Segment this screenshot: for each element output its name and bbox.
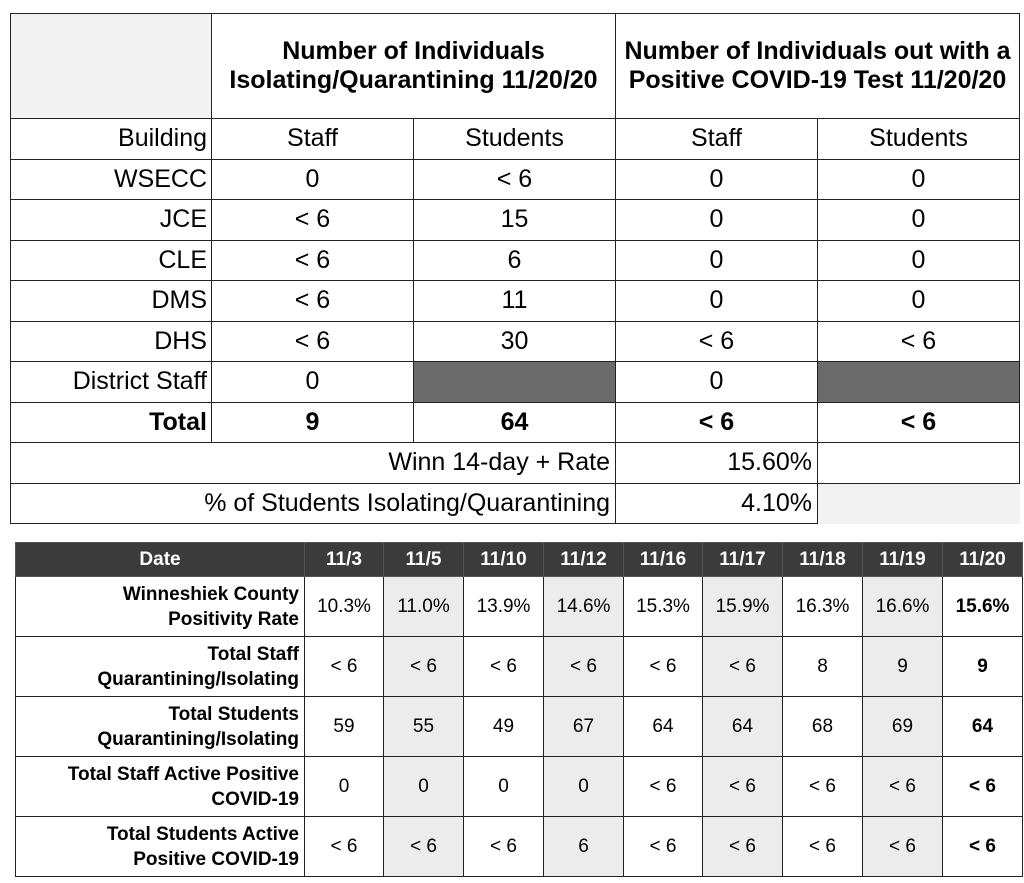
iso-staff-cell: 0 (212, 362, 414, 403)
rate-label: Winn 14-day + Rate (11, 443, 616, 484)
date-col-header: 11/17 (703, 543, 783, 577)
total-iso-staff: 9 (212, 402, 414, 443)
row-label-line2: Positive COVID-19 (133, 848, 299, 870)
date-col-header: 11/16 (624, 543, 703, 577)
row-label-line1: Total Staff Active Positive (67, 763, 299, 785)
value-cell: < 6 (783, 817, 863, 877)
row-label (16, 817, 305, 877)
value-cell: < 6 (863, 817, 943, 877)
iso-students-cell: 30 (414, 321, 616, 362)
pos-students-col-label: Students (818, 119, 1020, 160)
value-cell: < 6 (703, 637, 783, 697)
value-cell-latest: 15.6% (943, 577, 1023, 637)
column-label-row (11, 119, 1020, 160)
value-cell: 8 (783, 637, 863, 697)
building-name: CLE (11, 240, 212, 281)
pos-students-cell: 0 (818, 200, 1020, 241)
value-cell: < 6 (703, 757, 783, 817)
value-cell: 16.6% (863, 577, 943, 637)
corner-cell (11, 14, 212, 119)
date-col-header: 11/20 (943, 543, 1023, 577)
building-name: JCE (11, 200, 212, 241)
value-cell: < 6 (305, 817, 384, 877)
row-label-line1: Winneshiek County (122, 583, 299, 605)
date-col-header: 11/18 (783, 543, 863, 577)
value-cell: < 6 (384, 637, 464, 697)
iso-staff-cell: 0 (212, 159, 414, 200)
value-cell: < 6 (464, 637, 544, 697)
value-cell: < 6 (783, 757, 863, 817)
building-name: District Staff (11, 362, 212, 403)
iso-staff-col-label: Staff (212, 119, 414, 160)
pos-students-cell: 0 (818, 159, 1020, 200)
value-cell: 69 (863, 697, 943, 757)
pct-value: 4.10% (616, 483, 818, 524)
pos-students-cell: 0 (818, 281, 1020, 322)
value-cell: 15.9% (703, 577, 783, 637)
value-cell: 16.3% (783, 577, 863, 637)
rate-value: 15.60% (616, 443, 818, 484)
pos-students-cell: < 6 (818, 321, 1020, 362)
value-cell: < 6 (624, 637, 703, 697)
value-cell: < 6 (624, 757, 703, 817)
iso-students-cell: 15 (414, 200, 616, 241)
total-row (11, 402, 1020, 443)
building-name: DHS (11, 321, 212, 362)
iso-students-col-label: Students (414, 119, 616, 160)
iso-staff-cell: < 6 (212, 200, 414, 241)
blank-gray-cell (414, 362, 616, 403)
value-cell: < 6 (544, 637, 624, 697)
row-label-line2: Positivity Rate (168, 608, 299, 630)
positive-test-header: Number of Individuals out with a Positive COVID-19 Test 11/20/20 (616, 14, 1020, 119)
date-col-header: 11/5 (384, 543, 464, 577)
total-iso-students: 64 (414, 402, 616, 443)
staff-positive-row (16, 757, 1023, 817)
total-pos-students: < 6 (818, 402, 1020, 443)
rate-empty-cell (818, 443, 1020, 484)
top-header-row (11, 14, 1020, 119)
building-row (11, 200, 1020, 241)
iso-students-cell: 6 (414, 240, 616, 281)
value-cell: 9 (863, 637, 943, 697)
value-cell: 14.6% (544, 577, 624, 637)
building-name: WSECC (11, 159, 212, 200)
pct-label: % of Students Isolating/Quarantining (11, 483, 616, 524)
value-cell: 55 (384, 697, 464, 757)
value-cell: 15.3% (624, 577, 703, 637)
building-row (11, 240, 1020, 281)
value-cell: 10.3% (305, 577, 384, 637)
positivity-row (16, 577, 1023, 637)
blank-gray-cell (818, 362, 1020, 403)
date-col-header: 11/10 (464, 543, 544, 577)
row-label (16, 697, 305, 757)
pos-staff-col-label: Staff (616, 119, 818, 160)
row-label-line1: Total Students Active (106, 823, 299, 845)
value-cell-latest: < 6 (943, 757, 1023, 817)
pct-row (11, 483, 1020, 524)
iso-staff-cell: < 6 (212, 240, 414, 281)
pos-staff-cell: 0 (616, 281, 818, 322)
rate-row (11, 443, 1020, 484)
date-header-row (16, 543, 1023, 577)
value-cell-latest: < 6 (943, 817, 1023, 877)
value-cell: 64 (624, 697, 703, 757)
row-label-line2: COVID-19 (211, 788, 299, 810)
value-cell: 0 (544, 757, 624, 817)
value-cell: 6 (544, 817, 624, 877)
building-row (11, 281, 1020, 322)
pos-staff-cell: 0 (616, 240, 818, 281)
row-label (16, 577, 305, 637)
date-header: Date (16, 543, 305, 577)
pos-staff-cell: 0 (616, 159, 818, 200)
pos-staff-cell: 0 (616, 200, 818, 241)
building-row (11, 362, 1020, 403)
value-cell: 13.9% (464, 577, 544, 637)
row-label (16, 637, 305, 697)
pos-students-cell: 0 (818, 240, 1020, 281)
value-cell: < 6 (624, 817, 703, 877)
value-cell: 49 (464, 697, 544, 757)
building-row (11, 159, 1020, 200)
iso-staff-cell: < 6 (212, 281, 414, 322)
pos-staff-cell: < 6 (616, 321, 818, 362)
students-positive-row (16, 817, 1023, 877)
iso-students-cell: 11 (414, 281, 616, 322)
value-cell: 0 (384, 757, 464, 817)
total-pos-staff: < 6 (616, 402, 818, 443)
value-cell: 68 (783, 697, 863, 757)
value-cell: < 6 (863, 757, 943, 817)
building-name: DMS (11, 281, 212, 322)
daily-trend-table (15, 542, 1023, 877)
value-cell: 0 (464, 757, 544, 817)
students-quarantine-row (16, 697, 1023, 757)
staff-quarantine-row (16, 637, 1023, 697)
value-cell: < 6 (305, 637, 384, 697)
value-cell: < 6 (464, 817, 544, 877)
value-cell: < 6 (384, 817, 464, 877)
building-row (11, 321, 1020, 362)
row-label-line1: Total Students (168, 703, 299, 725)
row-label (16, 757, 305, 817)
pos-staff-cell: 0 (616, 362, 818, 403)
row-label-line1: Total Staff (207, 643, 299, 665)
value-cell: 0 (305, 757, 384, 817)
isolating-header: Number of Individuals Isolating/Quarantining 11/20/20 (212, 14, 616, 119)
value-cell-latest: 9 (943, 637, 1023, 697)
value-cell: < 6 (703, 817, 783, 877)
date-col-header: 11/12 (544, 543, 624, 577)
value-cell: 67 (544, 697, 624, 757)
date-col-header: 11/19 (863, 543, 943, 577)
row-label-line2: Quarantining/Isolating (97, 728, 299, 750)
date-col-header: 11/3 (305, 543, 384, 577)
iso-students-cell: < 6 (414, 159, 616, 200)
value-cell-latest: 64 (943, 697, 1023, 757)
building-col-label: Building (11, 119, 212, 160)
pct-empty-cell (818, 483, 1020, 524)
value-cell: 64 (703, 697, 783, 757)
total-label: Total (11, 402, 212, 443)
value-cell: 59 (305, 697, 384, 757)
row-label-line2: Quarantining/Isolating (97, 668, 299, 690)
value-cell: 11.0% (384, 577, 464, 637)
isolation-summary-table (10, 13, 1020, 524)
iso-staff-cell: < 6 (212, 321, 414, 362)
